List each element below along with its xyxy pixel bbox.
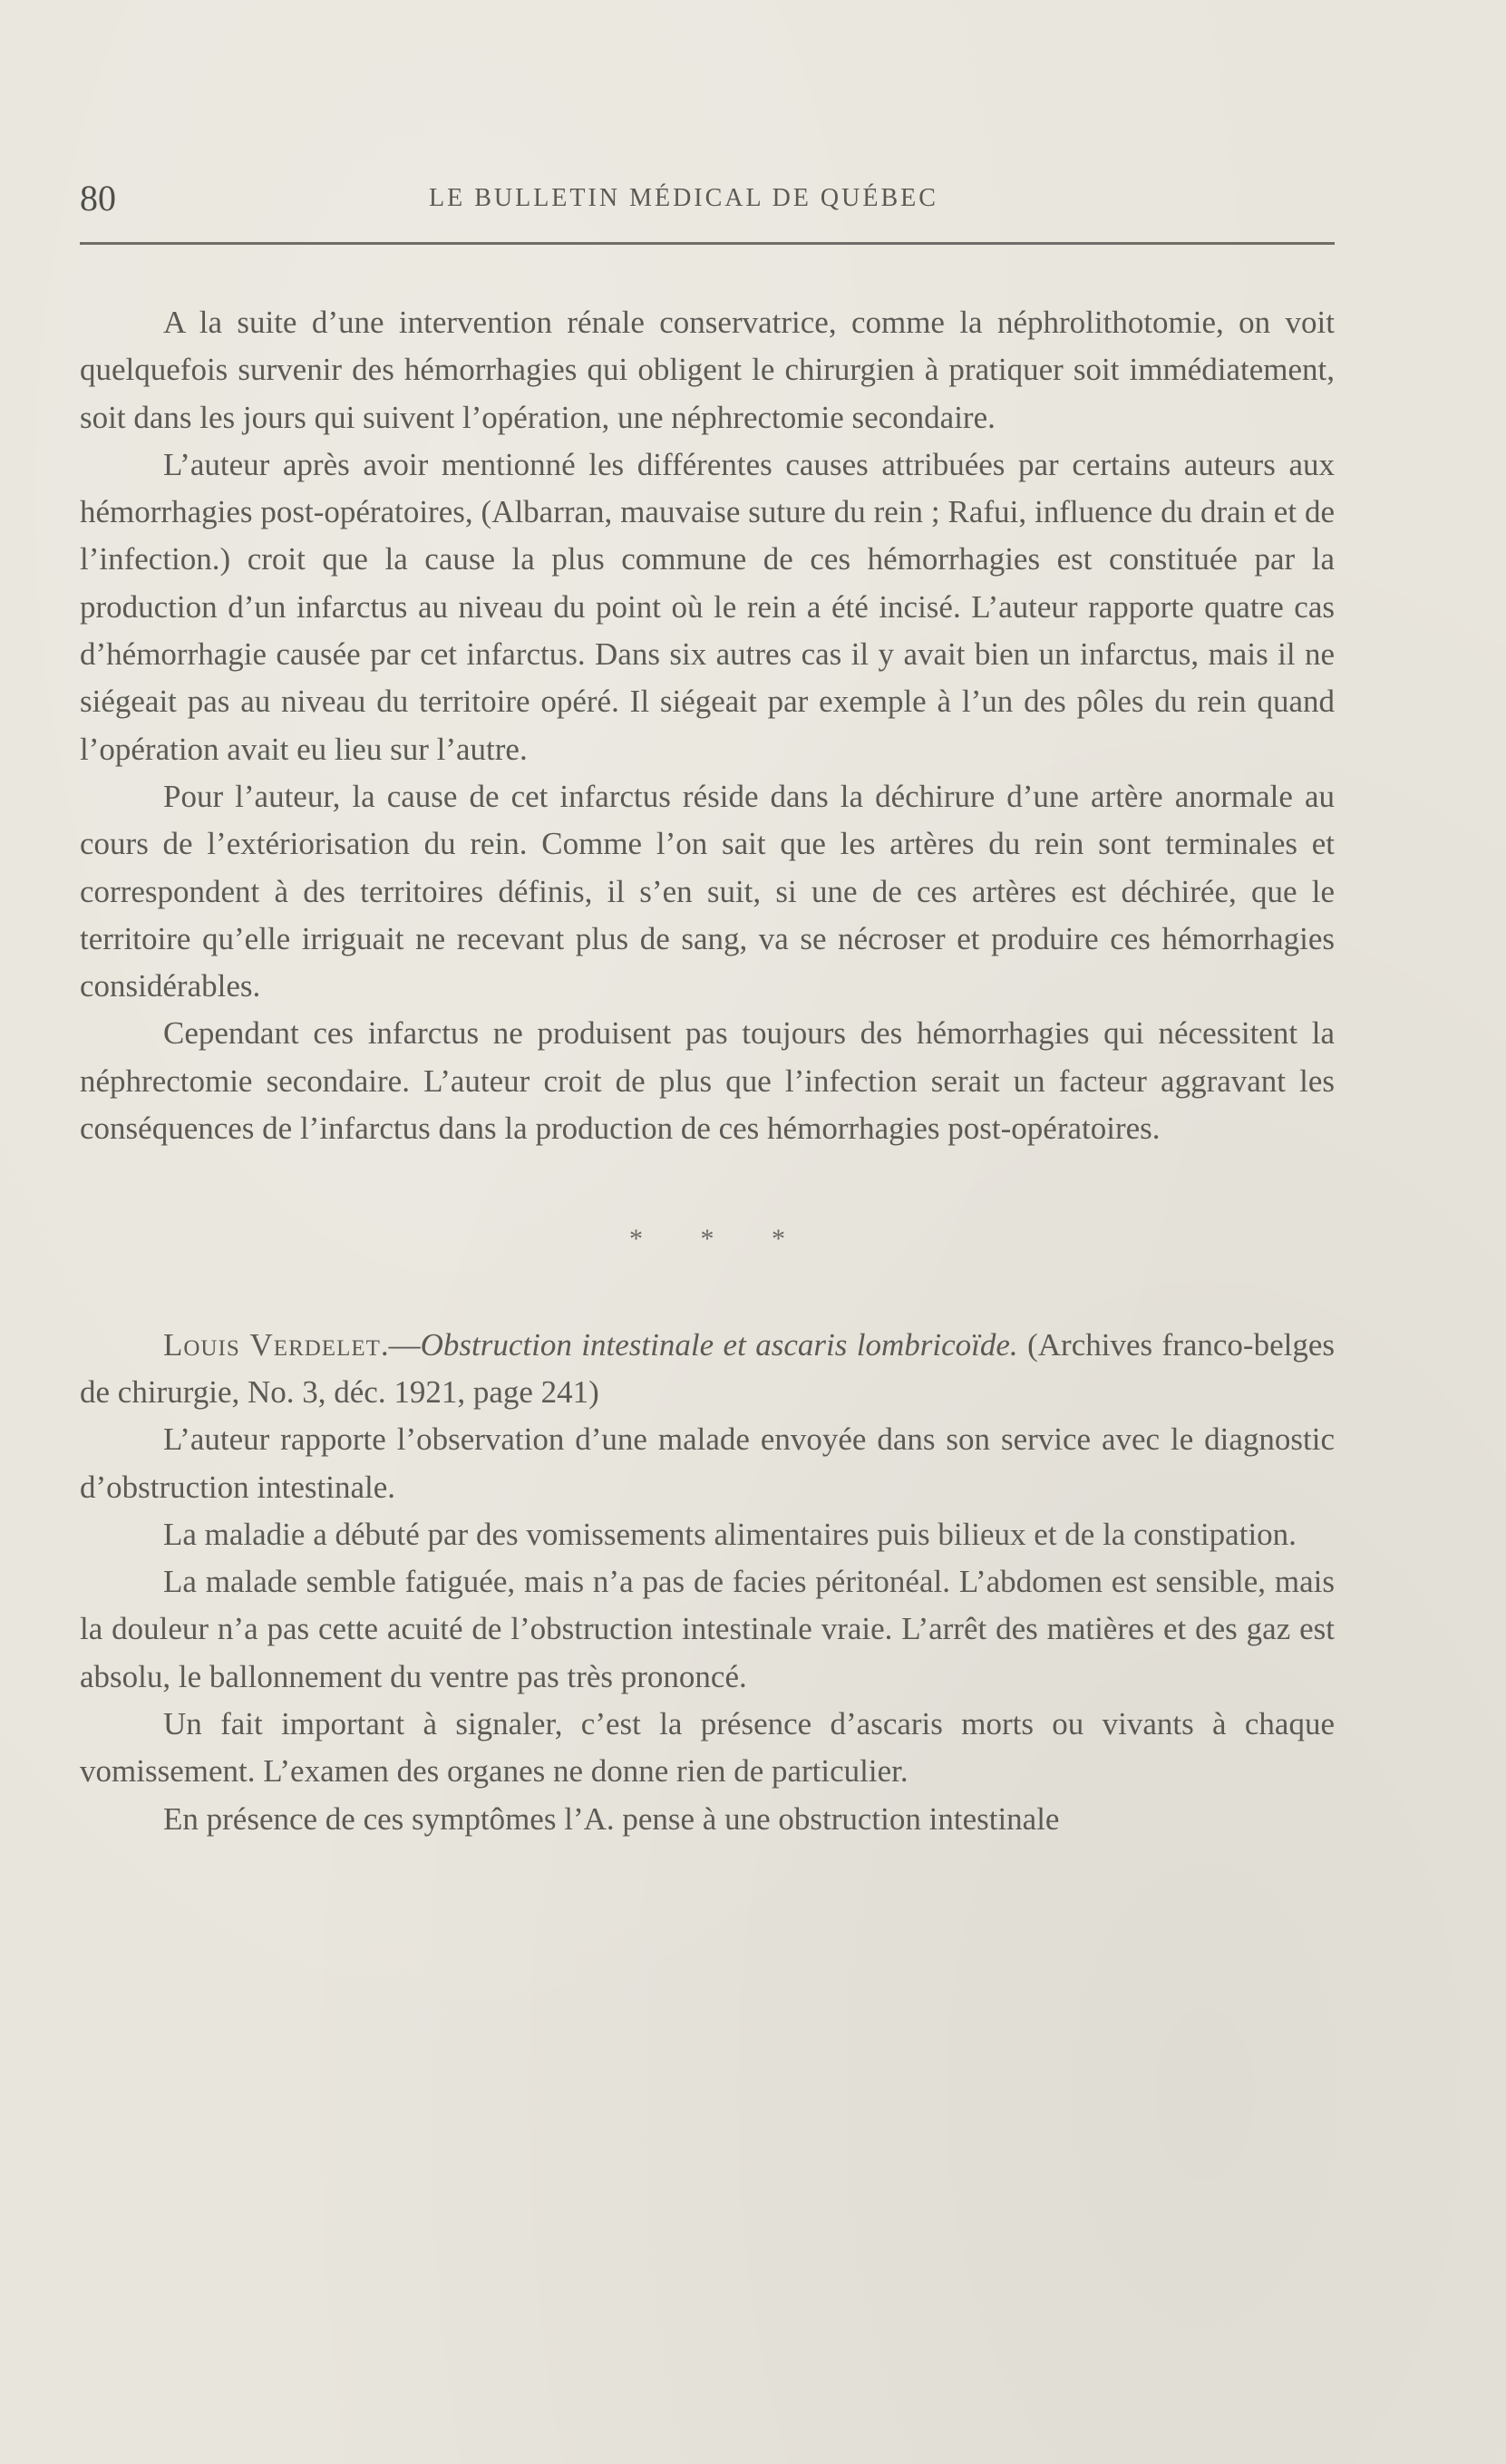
page-header: [80, 177, 1335, 222]
paragraph: La maladie a débuté par des vomissements alimentaires puis bilieux et de la constipation.: [163, 1516, 1297, 1552]
citation-author: Louis Verdelet: [163, 1326, 381, 1363]
paragraph: Un fait important à signaler, c’est la présence d’ascaris morts ou vivants à chaque vomissement. L’examen des organes ne donne rien de particulier.: [80, 1706, 1335, 1790]
running-title: LE BULLETIN MÉDICAL DE QUÉBEC: [429, 184, 938, 212]
header-rule: [80, 242, 1335, 245]
article-body: [80, 299, 1335, 1843]
citation-dash: .—: [380, 1326, 421, 1363]
paragraph: L’auteur après avoir mentionné les différentes causes attribuées par certains auteurs aux hémorrhagies post-opératoires, (Albarran, mauvaise suture du rein ; Rafui, influence du drain et de l’infection.) croit que la cause la plus commune de ces hémorrhagies est constituée par la production d’un infarctus au niveau du point où le rein a été incisé. L’auteur rapporte quatre cas d’hémorrhagie causée par cet infarctus. Dans six autres cas il y avait bien un infarctus, mais il ne siégeait pas au niveau du territoire opéré. Il siégeait par exemple à l’un des pôles du rein quand l’opération avait eu lieu sur l’autre.: [80, 446, 1335, 767]
citation-paragraph: [80, 1322, 1335, 1417]
paragraph: La malade semble fatiguée, mais n’a pas de facies péritonéal. L’abdomen est sensible, mais la douleur n’a pas cette acuité de l’obstruction intestinale vraie. L’arrêt des matières et des gaz est absolu, le ballonnement du ventre pas très prononcé.: [80, 1564, 1335, 1694]
paragraph: L’auteur rapporte l’observation d’une malade envoyée dans son service avec le diagnostic d’obstruction intestinale.: [80, 1421, 1335, 1505]
paragraph: Pour l’auteur, la cause de cet infarctus réside dans la déchirure d’une artère anormale au cours de l’extériorisation du rein. Comme l’on sait que les artères du rein sont terminales et correspondent à des territoires définis, il s’en suit, si une de ces artères est déchirée, que le territoire qu’elle irriguait ne recevant plus de sang, va se nécroser et produire ces hémorrhagies considérables.: [80, 778, 1335, 1004]
citation-source: (Archives franco-belges de chirurgie, No. 3, déc. 1921, page 241): [80, 1326, 1336, 1410]
paragraph: A la suite d’une intervention rénale conservatrice, comme la néphrolithotomie, on voit quelquefois survenir des hémorrhagies qui obligent le chirurgien à pratiquer soit immédiatement, soit dans les jours qui suivent l’opération, une néphrectomie secondaire.: [80, 305, 1335, 435]
citation-title: Obstruction intestinale et ascaris lombricoïde.: [420, 1326, 1018, 1363]
section-separator: * * *: [629, 1224, 811, 1255]
page-number: 80: [80, 178, 116, 218]
paragraph: Cependant ces infarctus ne produisent pas toujours des hémorrhagies qui nécessitent la néphrectomie secondaire. L’auteur croit de plus que l’infection serait un facteur aggravant les conséquences de l’infarctus dans la production de ces hémorrhagies post-opératoires.: [80, 1015, 1335, 1147]
paragraph: En présence de ces symptômes l’A. pense à une obstruction intestinale: [163, 1800, 1060, 1837]
